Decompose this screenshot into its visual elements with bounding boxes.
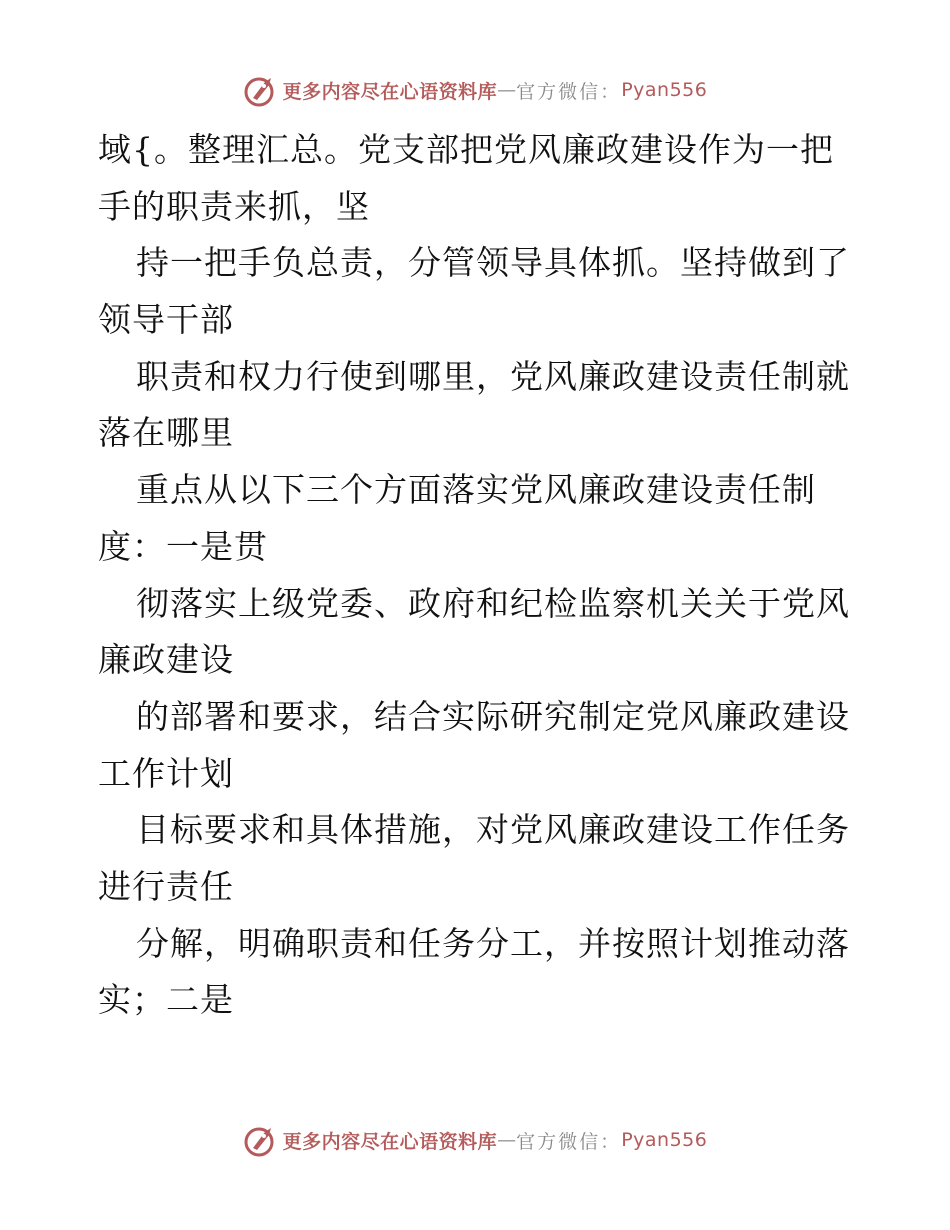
body-line: 领导干部	[98, 300, 234, 340]
footer-watermark	[0, 1120, 950, 1160]
watermark-main-text: 更多内容尽在心语资料库	[282, 1130, 498, 1153]
watermark-dash: —	[497, 79, 517, 101]
body-line: 职责和权力行使到哪里，党风廉政建设责任制就	[136, 356, 850, 396]
body-line: 彻落实上级党委、政府和纪检监察机关关于党风	[136, 583, 850, 623]
watermark-sub-text: 官方微信：	[516, 80, 622, 103]
body-line: 工作计划	[98, 753, 234, 793]
pen-nib-logo-icon	[243, 1122, 279, 1158]
body-line: 重点从以下三个方面落实党风廉政建设责任制	[136, 470, 816, 510]
body-line: 持一把手负总责，分管领导具体抓。坚持做到了	[136, 243, 850, 283]
body-line: 手的职责来抓，坚	[98, 186, 370, 226]
body-line: 分解，明确职责和任务分工，并按照计划推动落	[136, 923, 850, 963]
body-line: 进行责任	[98, 866, 234, 906]
body-line: 落在哪里	[98, 413, 234, 453]
watermark-id: Pyan556	[621, 79, 708, 101]
watermark-main-text: 更多内容尽在心语资料库	[282, 80, 498, 103]
pen-nib-logo-icon	[243, 72, 279, 108]
header-watermark	[0, 70, 950, 110]
body-line: 的部署和要求，结合实际研究制定党风廉政建设	[136, 696, 850, 736]
body-line: 廉政建设	[98, 640, 234, 680]
body-line: 度：一是贯	[98, 526, 268, 566]
body-line: 目标要求和具体措施，对党风廉政建设工作任务	[136, 810, 850, 850]
document-body	[98, 122, 858, 1029]
watermark-id: Pyan556	[621, 1129, 708, 1151]
watermark-sub-text: 官方微信：	[516, 1130, 622, 1153]
body-line: 实；二是	[98, 980, 234, 1020]
body-line: 域{。整理汇总。党支部把党风廉政建设作为一把	[98, 130, 834, 169]
watermark-dash: —	[497, 1129, 517, 1151]
